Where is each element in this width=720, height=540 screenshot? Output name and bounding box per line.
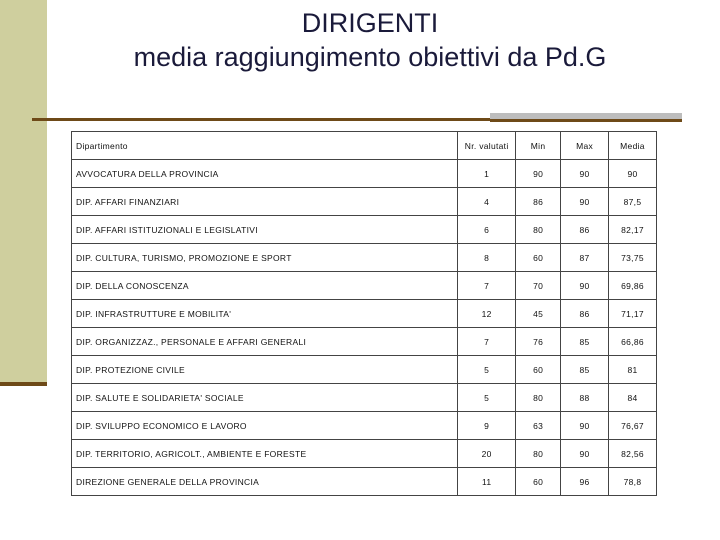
- title-divider-accent-line: [490, 119, 682, 122]
- cell-nr-valutati: 5: [458, 356, 516, 384]
- cell-max: 88: [561, 384, 609, 412]
- decorative-sidebar-accent: [0, 382, 47, 386]
- cell-media: 69,86: [609, 272, 657, 300]
- cell-max: 86: [561, 300, 609, 328]
- cell-media: 82,56: [609, 440, 657, 468]
- cell-max: 90: [561, 440, 609, 468]
- cell-max: 86: [561, 216, 609, 244]
- cell-min: 76: [516, 328, 561, 356]
- cell-min: 60: [516, 468, 561, 496]
- cell-dipartimento: DIP. DELLA CONOSCENZA: [72, 272, 458, 300]
- cell-nr-valutati: 6: [458, 216, 516, 244]
- cell-nr-valutati: 11: [458, 468, 516, 496]
- header-nr-valutati: Nr. valutati: [458, 132, 516, 160]
- table-row: [72, 328, 657, 356]
- cell-media: 76,67: [609, 412, 657, 440]
- cell-dipartimento: DIP. SVILUPPO ECONOMICO E LAVORO: [72, 412, 458, 440]
- cell-dipartimento: DIP. AFFARI ISTITUZIONALI E LEGISLATIVI: [72, 216, 458, 244]
- title-line-1: DIRIGENTI: [301, 8, 439, 38]
- table-row: [72, 216, 657, 244]
- cell-max: 96: [561, 468, 609, 496]
- cell-min: 86: [516, 188, 561, 216]
- table-row: [72, 160, 657, 188]
- cell-dipartimento: DIP. ORGANIZZAZ., PERSONALE E AFFARI GENERALI: [72, 328, 458, 356]
- cell-media: 78,8: [609, 468, 657, 496]
- table-row: [72, 468, 657, 496]
- cell-max: 90: [561, 412, 609, 440]
- cell-max: 90: [561, 188, 609, 216]
- cell-media: 87,5: [609, 188, 657, 216]
- cell-dipartimento: DIP. AFFARI FINANZIARI: [72, 188, 458, 216]
- table-row: [72, 440, 657, 468]
- cell-dipartimento: DIP. INFRASTRUTTURE E MOBILITA': [72, 300, 458, 328]
- table-row: [72, 300, 657, 328]
- cell-media: 66,86: [609, 328, 657, 356]
- cell-min: 80: [516, 440, 561, 468]
- cell-min: 63: [516, 412, 561, 440]
- cell-min: 80: [516, 384, 561, 412]
- table-body: [72, 160, 657, 496]
- decorative-sidebar: [0, 0, 47, 383]
- results-table: [71, 131, 657, 496]
- header-max: Max: [561, 132, 609, 160]
- cell-nr-valutati: 7: [458, 272, 516, 300]
- cell-nr-valutati: 1: [458, 160, 516, 188]
- cell-min: 60: [516, 244, 561, 272]
- slide-title: [60, 6, 680, 74]
- cell-nr-valutati: 9: [458, 412, 516, 440]
- cell-media: 82,17: [609, 216, 657, 244]
- cell-dipartimento: DIP. CULTURA, TURISMO, PROMOZIONE E SPORT: [72, 244, 458, 272]
- title-divider: [32, 118, 490, 121]
- cell-nr-valutati: 7: [458, 328, 516, 356]
- cell-nr-valutati: 12: [458, 300, 516, 328]
- cell-max: 90: [561, 160, 609, 188]
- cell-max: 90: [561, 272, 609, 300]
- cell-nr-valutati: 5: [458, 384, 516, 412]
- cell-media: 81: [609, 356, 657, 384]
- table-header-row: [72, 132, 657, 160]
- cell-min: 70: [516, 272, 561, 300]
- cell-dipartimento: DIP. PROTEZIONE CIVILE: [72, 356, 458, 384]
- table-row: [72, 188, 657, 216]
- cell-nr-valutati: 20: [458, 440, 516, 468]
- cell-min: 45: [516, 300, 561, 328]
- cell-max: 85: [561, 356, 609, 384]
- cell-min: 80: [516, 216, 561, 244]
- cell-media: 90: [609, 160, 657, 188]
- table-row: [72, 356, 657, 384]
- cell-max: 85: [561, 328, 609, 356]
- cell-media: 71,17: [609, 300, 657, 328]
- header-media: Media: [609, 132, 657, 160]
- title-line-2: media raggiungimento obiettivi da Pd.G: [133, 42, 607, 72]
- table-row: [72, 412, 657, 440]
- header-dipartimento: Dipartimento: [72, 132, 458, 160]
- table-row: [72, 384, 657, 412]
- cell-nr-valutati: 4: [458, 188, 516, 216]
- cell-media: 84: [609, 384, 657, 412]
- cell-nr-valutati: 8: [458, 244, 516, 272]
- cell-dipartimento: DIP. SALUTE E SOLIDARIETA' SOCIALE: [72, 384, 458, 412]
- cell-max: 87: [561, 244, 609, 272]
- cell-dipartimento: AVVOCATURA DELLA PROVINCIA: [72, 160, 458, 188]
- header-min: Min: [516, 132, 561, 160]
- cell-min: 60: [516, 356, 561, 384]
- cell-media: 73,75: [609, 244, 657, 272]
- cell-min: 90: [516, 160, 561, 188]
- table-row: [72, 244, 657, 272]
- cell-dipartimento: DIREZIONE GENERALE DELLA PROVINCIA: [72, 468, 458, 496]
- table-row: [72, 272, 657, 300]
- cell-dipartimento: DIP. TERRITORIO, AGRICOLT., AMBIENTE E FORESTE: [72, 440, 458, 468]
